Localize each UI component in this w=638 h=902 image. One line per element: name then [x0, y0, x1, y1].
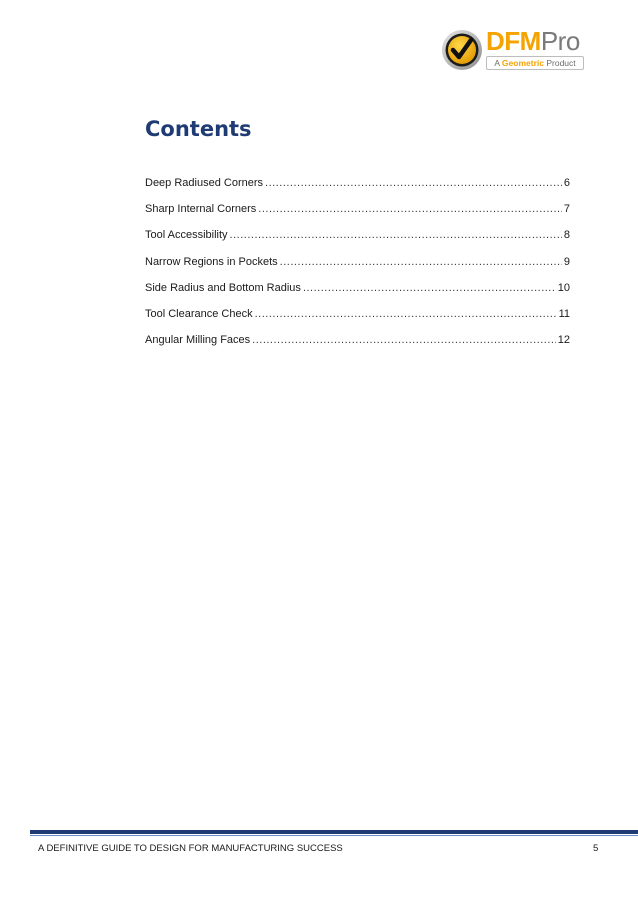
brand-suffix: Pro	[540, 26, 580, 56]
toc-dot-leader	[252, 334, 556, 346]
brand-tagline	[486, 56, 584, 70]
toc-dot-leader	[230, 229, 562, 241]
toc-entry-page: 8	[563, 229, 570, 242]
toc-entry-label: Narrow Regions in Pockets	[145, 255, 278, 268]
toc-entry-page: 11	[558, 307, 570, 320]
toc-entry-label: Tool Accessibility	[145, 229, 228, 242]
toc-dot-leader	[255, 308, 557, 320]
toc-dot-leader	[280, 256, 562, 268]
toc-entry-label: Tool Clearance Check	[145, 307, 253, 320]
toc-entry-label: Sharp Internal Corners	[145, 203, 257, 216]
toc-entry-page: 6	[563, 177, 570, 189]
checkmark-badge-icon	[440, 26, 484, 72]
footer-page-number: 5	[593, 843, 599, 854]
toc-entry[interactable]	[145, 282, 570, 308]
toc-entry-label: Side Radius and Bottom Radius	[145, 281, 301, 294]
dfmpro-logo	[440, 26, 590, 74]
toc-entry[interactable]	[145, 308, 570, 334]
toc-entry[interactable]	[145, 256, 570, 282]
footer-rule-thin	[30, 835, 638, 836]
toc-entry-page: 12	[557, 334, 570, 347]
tagline-accent: Geometric	[501, 58, 544, 68]
toc-entry[interactable]	[145, 177, 570, 203]
toc-dot-leader	[258, 203, 562, 215]
toc-dot-leader	[265, 177, 562, 189]
footer-title: A DEFINITIVE GUIDE TO DESIGN FOR MANUFACTURING SUCCESS	[38, 843, 343, 854]
toc-dot-leader	[303, 282, 556, 294]
toc-entry-label: Deep Radiused Corners	[145, 177, 264, 189]
toc-entry-label: Angular Milling Faces	[145, 334, 251, 347]
toc-entry-page: 10	[557, 281, 570, 294]
tagline-prefix: A	[494, 58, 500, 68]
toc-entry[interactable]	[145, 334, 570, 360]
toc-entry[interactable]	[145, 229, 570, 255]
brand-accent: DFM	[486, 26, 541, 56]
brand-name	[486, 28, 580, 54]
table-of-contents	[145, 177, 570, 360]
tagline-suffix: Product	[546, 58, 576, 68]
footer-rule	[30, 830, 638, 834]
page-title: Contents	[145, 117, 252, 141]
toc-entry-page: 7	[563, 203, 570, 216]
toc-entry-page: 9	[563, 255, 570, 268]
toc-entry[interactable]	[145, 203, 570, 229]
